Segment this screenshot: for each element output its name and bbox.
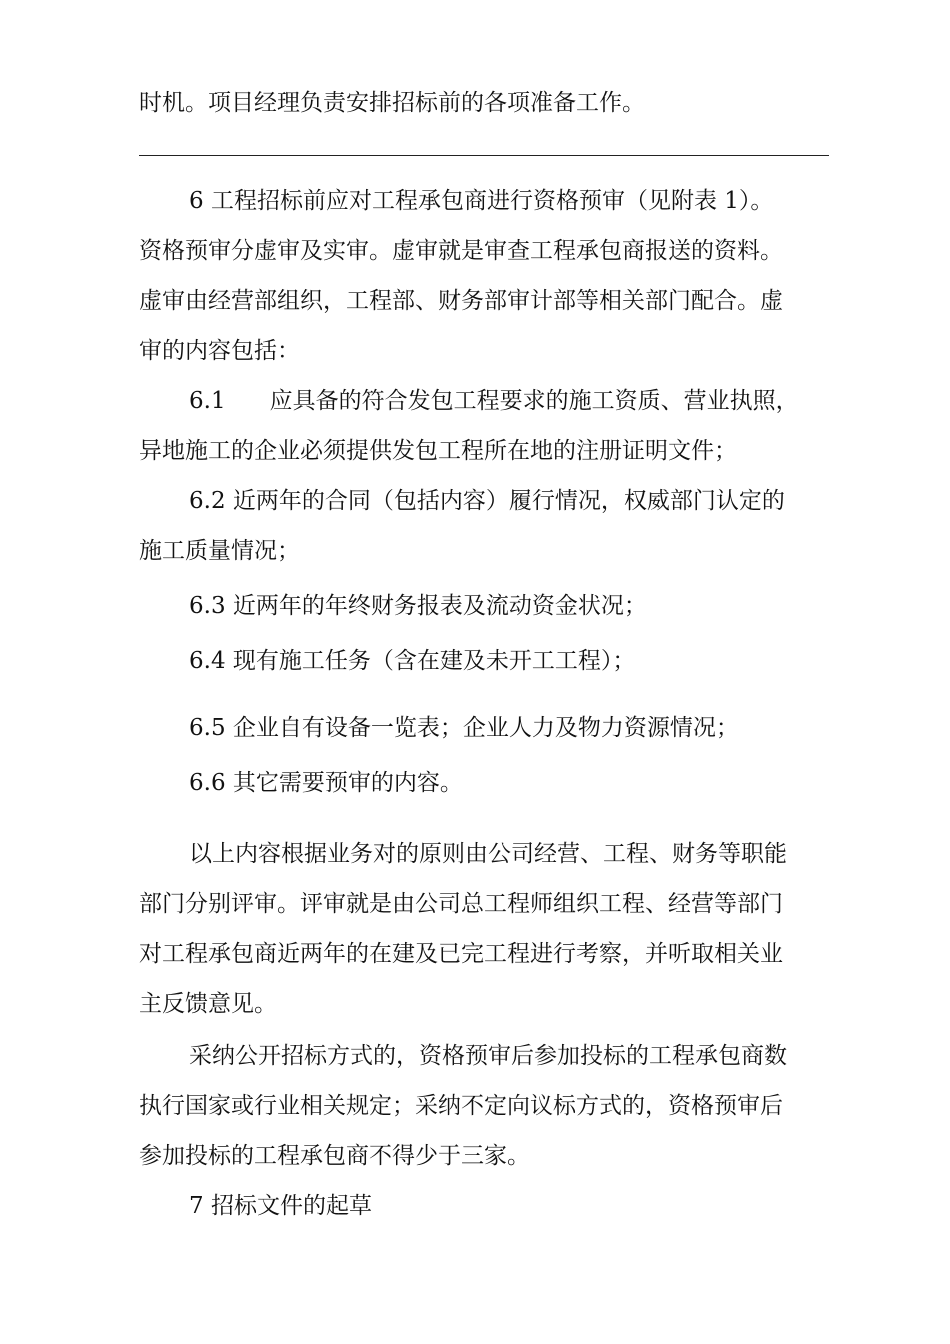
section-6-line-1: 6 工程招标前应对工程承包商进行资格预审（见附表 1）。 xyxy=(189,188,774,214)
item-6-6: 6.6 其它需要预审的内容。 xyxy=(189,770,463,796)
bidding-paragraph-line-2: 执行国家或行业相关规定；采纳不定向议标方式的，资格预审后 xyxy=(139,1093,783,1119)
item-6-3: 6.3 近两年的年终财务报表及流动资金状况； xyxy=(189,593,647,619)
section-6-line-3: 虚审由经营部组织，工程部、财务部审计部等相关部门配合。虚 xyxy=(139,288,783,314)
horizontal-rule xyxy=(139,155,829,156)
item-6-2-line-2: 施工质量情况； xyxy=(139,538,300,564)
continuation-line: 时机。项目经理负责安排招标前的各项准备工作。 xyxy=(139,90,645,116)
item-6-1-line-1 xyxy=(189,385,829,417)
review-paragraph-line-1: 以上内容根据业务对的原则由公司经营、工程、财务等职能 xyxy=(189,841,787,867)
section-7-heading: 7 招标文件的起草 xyxy=(189,1193,372,1219)
section-6-line-4: 审的内容包括： xyxy=(139,338,300,364)
bidding-paragraph-line-1: 采纳公开招标方式的，资格预审后参加投标的工程承包商数 xyxy=(189,1043,787,1069)
item-6-5: 6.5 企业自有设备一览表；企业人力及物力资源情况； xyxy=(189,715,739,741)
item-6-1-line-2: 异地施工的企业必须提供发包工程所在地的注册证明文件； xyxy=(139,438,737,464)
item-6-4: 6.4 现有施工任务（含在建及未开工工程）； xyxy=(189,648,636,674)
review-paragraph-line-2: 部门分别评审。评审就是由公司总工程师组织工程、经营等部门 xyxy=(139,891,783,917)
review-paragraph-line-4: 主反馈意见。 xyxy=(139,991,277,1017)
review-paragraph-line-3: 对工程承包商近两年的在建及已完工程进行考察，并听取相关业 xyxy=(139,941,783,967)
item-6-1-text: 应具备的符合发包工程要求的施工资质、营业执照， xyxy=(269,388,799,414)
bidding-paragraph-line-3: 参加投标的工程承包商不得少于三家。 xyxy=(139,1143,530,1169)
section-6-line-2: 资格预审分虚审及实审。虚审就是审查工程承包商报送的资料。 xyxy=(139,238,783,264)
item-6-2-line-1: 6.2 近两年的合同（包括内容）履行情况，权威部门认定的 xyxy=(189,488,785,514)
item-6-1-number: 6.1 xyxy=(189,388,226,414)
